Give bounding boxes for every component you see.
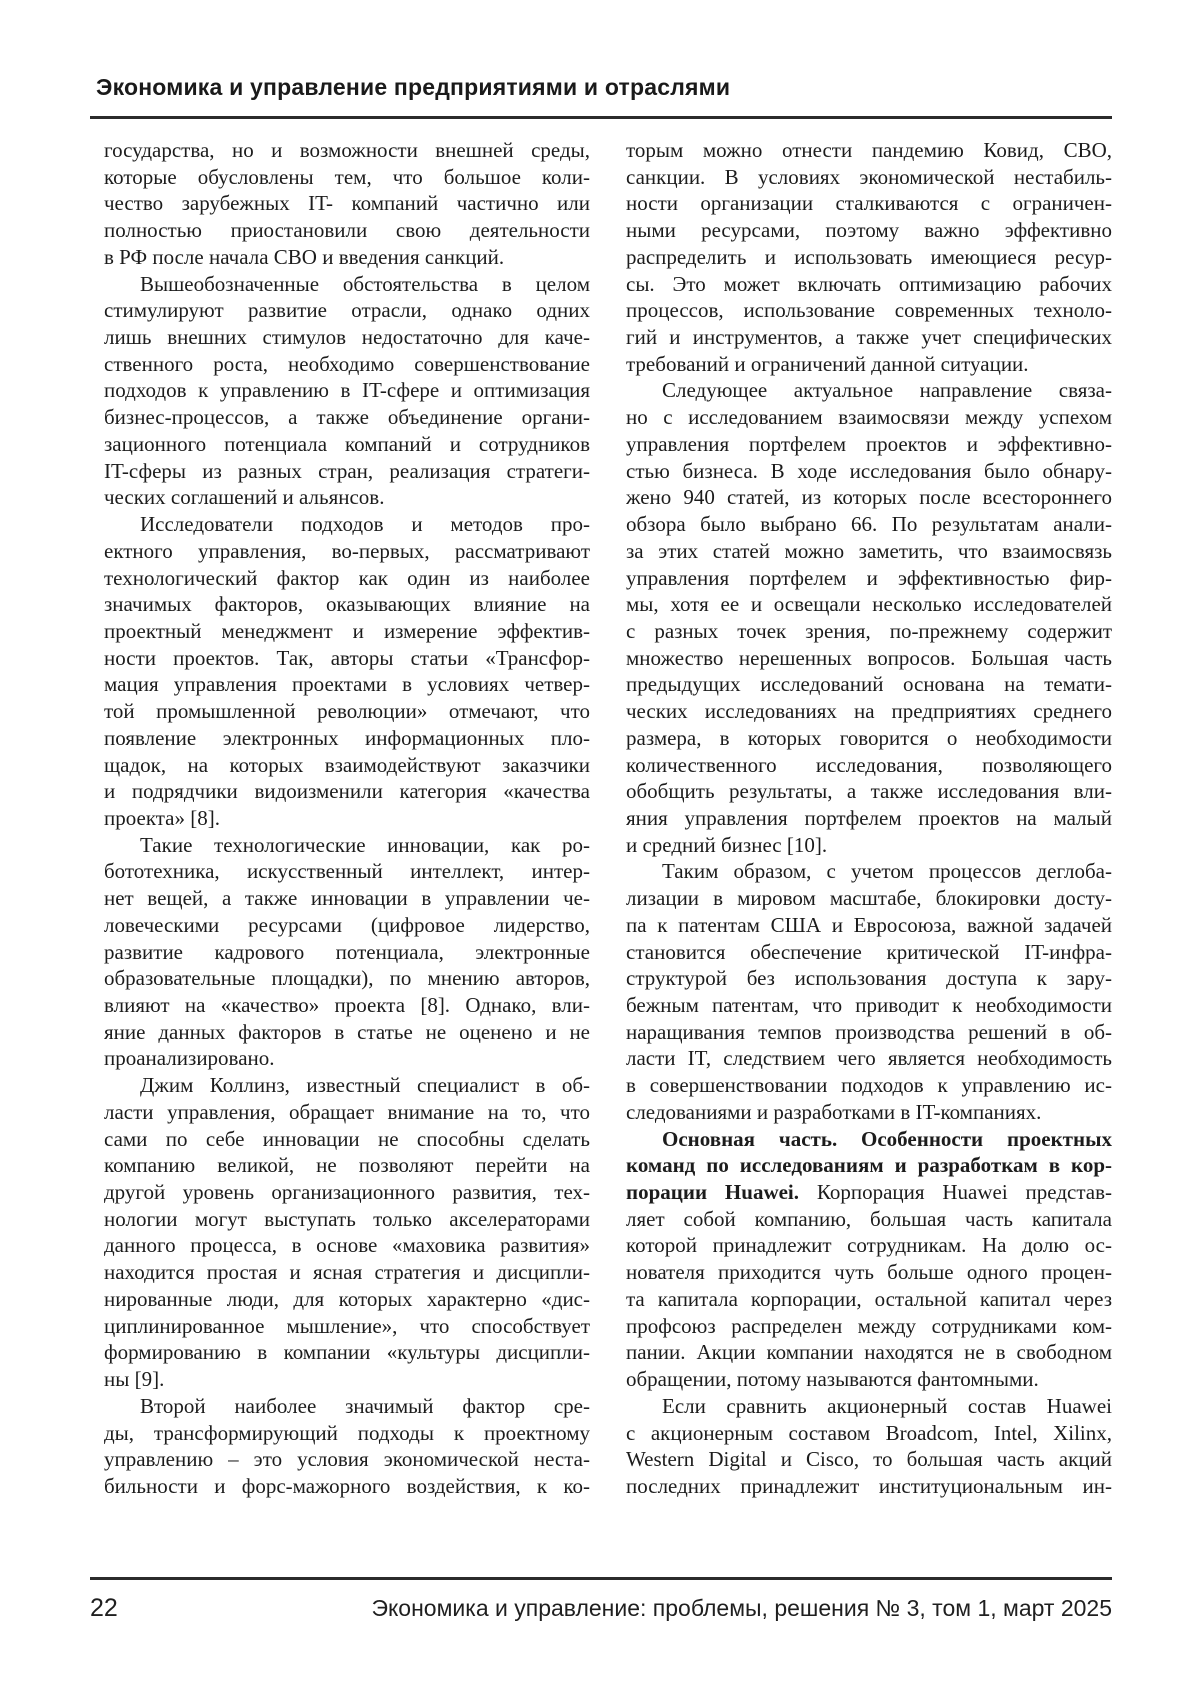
paragraph	[626, 1126, 1112, 1393]
text-line: яние данных факторов в статье не оценено и не	[104, 1019, 590, 1044]
text-line: технологический фактор как один из наиболее	[104, 565, 590, 590]
paragraph	[104, 511, 590, 832]
text-line: образовательные площадки), по мнению авторов,	[104, 966, 590, 991]
text-line: ческих соглашений и альянсов.	[104, 485, 385, 510]
text-line: ловеческими ресурсами (цифровое лидерство,	[104, 912, 590, 937]
text-line: наращивания темпов производства решений в об-	[626, 1019, 1112, 1044]
text-line: которой принадлежит сотрудникам. На долю ос-	[626, 1233, 1112, 1258]
text-line: Следующее актуальное направление связа-	[662, 378, 1112, 403]
text-line: требований и ограничений данной ситуации.	[626, 351, 1029, 376]
text-line: проектный менеджмент и измерение эффектив-	[104, 618, 590, 643]
text-line: управления портфелем проектов и эффективно-	[626, 431, 1112, 456]
text-line: количественного исследования, позволяющего	[626, 752, 1112, 777]
text-line: ласти IT, следствием чего является необходимость	[626, 1046, 1112, 1071]
text-line: другой уровень организационного развития, тех-	[104, 1180, 590, 1205]
text-line: па к патентам США и Евросоюза, важной задачей	[626, 912, 1112, 937]
text-line: управления портфелем и эффективностью фир-	[626, 565, 1112, 590]
text-line: ны [9].	[104, 1367, 165, 1392]
text-line: ческих исследованиях на предприятиях среднего	[626, 699, 1112, 724]
text-line: мы, хотя ее и освещали несколько исследователей	[626, 592, 1112, 617]
text-line	[626, 1152, 1112, 1179]
text-run: Корпорация Huawei представ-	[799, 1180, 1112, 1205]
text-line: нированные люди, для которых характерно «дис-	[104, 1286, 590, 1311]
text-line: той промышленной революции» отмечают, что	[104, 699, 590, 724]
text-line: нователя приходится чуть больше одного процен-	[626, 1260, 1112, 1285]
text-line: с акционерным составом Broadcom, Intel, Xilinx,	[626, 1420, 1112, 1445]
text-line: Исследователи подходов и методов про-	[140, 512, 590, 537]
text-line: стью бизнеса. В ходе исследования было обнару-	[626, 458, 1112, 483]
text-line: множество нерешенных вопросов. Большая часть	[626, 645, 1112, 670]
text-line: Western Digital и Cisco, то большая часть акций	[626, 1447, 1112, 1472]
text-line: щадок, на которых взаимодействуют заказчики	[104, 752, 590, 777]
text-line: Если сравнить акционерный состав Huawei	[662, 1393, 1112, 1418]
text-line: бизнес-процессов, а также объединение органи-	[104, 405, 590, 430]
text-line: бильности и форс-мажорного воздействия, к ко-	[104, 1473, 590, 1498]
text-line: государства, но и возможности внешней среды,	[104, 138, 590, 162]
text-line: ляет собой компанию, большая часть капитала	[626, 1206, 1112, 1231]
text-line: лишь внешних стимулов недостаточно для каче-	[104, 325, 590, 350]
text-line: сы. Это может включать оптимизацию рабочих	[626, 271, 1112, 296]
text-line: проанализировано.	[104, 1046, 275, 1071]
text-line: и подрядчики видоизменили категория «качества	[104, 779, 590, 804]
paragraph	[104, 1072, 590, 1393]
text-line: сами по себе инновации не способны сделать	[104, 1126, 590, 1151]
text-line: жено 940 статей, из которых после всестороннего	[626, 485, 1112, 510]
paragraph	[626, 858, 1112, 1125]
text-line: циплинированное мышление», что способствует	[104, 1313, 590, 1338]
text-line: Таким образом, с учетом процессов деглоба-	[662, 859, 1112, 884]
text-line: структурой без использования доступа к зару-	[626, 966, 1112, 991]
left-column	[104, 137, 590, 1500]
paragraph	[104, 137, 590, 271]
text-line: стимулируют развитие отрасли, однако одних	[104, 298, 590, 323]
paragraph	[626, 1393, 1112, 1500]
text-line	[626, 1126, 1112, 1153]
text-line: Такие технологические инновации, как ро-	[140, 832, 590, 857]
text-line: в совершенствовании подходов к управлению ис-	[626, 1073, 1112, 1098]
paragraph	[626, 377, 1112, 858]
text-line: лизации в мировом масштабе, блокировки досту-	[626, 886, 1112, 911]
text-line: процессов, использование современных техноло-	[626, 298, 1112, 323]
text-line: Второй наиболее значимый фактор сре-	[140, 1393, 590, 1418]
text-line: бототехника, искусственный интеллект, интер-	[104, 859, 590, 884]
text-line: Вышеобозначенные обстоятельства в целом	[140, 271, 590, 296]
paragraph	[104, 1393, 590, 1500]
run-in-heading: команд по исследованиям и разработкам в кор-	[626, 1153, 1112, 1178]
text-line: влияют на «качество» проекта [8]. Однако, вли-	[104, 993, 590, 1017]
text-line: та капитала корпорации, остальной капитал через	[626, 1286, 1112, 1311]
run-in-heading: порации Huawei.	[626, 1180, 800, 1205]
text-line: проекта» [8].	[104, 805, 220, 830]
text-line: за этих статей можно заметить, что взаимосвязь	[626, 538, 1112, 563]
text-line	[626, 1179, 1112, 1206]
text-line: чество зарубежных IT- компаний частично или	[104, 191, 590, 216]
run-in-heading: Основная часть. Особенности проектных	[662, 1126, 1112, 1151]
text-line: ды, трансформирующий подходы к проектному	[104, 1420, 590, 1445]
text-line: становится обеспечение критической IT-инфра-	[626, 939, 1112, 964]
text-line: размера, в которых говорится о необходимости	[626, 725, 1112, 750]
text-line: ласти управления, обращает внимание на то, что	[104, 1099, 590, 1124]
text-line: зационного потенциала компаний и сотрудников	[104, 431, 590, 456]
right-column	[626, 137, 1112, 1500]
page-footer	[90, 1594, 1112, 1623]
text-line: ности организации сталкиваются с ограничен-	[626, 191, 1112, 216]
text-line: развитие кадрового потенциала, электронные	[104, 939, 590, 964]
text-line: подходов к управлению в IT-сфере и оптимизация	[104, 378, 590, 403]
text-line: следованиями и разработками в IT-компаниях.	[626, 1099, 1042, 1124]
text-line: которые обусловлены тем, что большое коли-	[104, 164, 590, 189]
text-line: бежным патентам, что приводит к необходимости	[626, 993, 1112, 1017]
text-line: данного процесса, в основе «маховика развития»	[104, 1233, 590, 1258]
text-line: гий и инструментов, а также учет специфических	[626, 325, 1112, 350]
text-line: полностью приостановили свою деятельности	[104, 218, 590, 243]
article-body	[104, 137, 1112, 1500]
text-line: обобщить результаты, а также исследования вли-	[626, 779, 1112, 804]
text-line: нет вещей, а также инновации в управлении че-	[104, 886, 590, 911]
text-line: яния управления портфелем проектов на малый	[626, 805, 1112, 830]
footer-rule	[90, 1577, 1112, 1580]
text-line: IT-сферы из разных стран, реализация стратеги-	[104, 458, 590, 483]
page-number: 22	[90, 1594, 118, 1622]
text-line: находится простая и ясная стратегия и дисципли-	[104, 1260, 590, 1285]
text-line: в РФ после начала СВО и введения санкций.	[104, 244, 505, 269]
text-line: формированию в компании «культуры дисципли-	[104, 1340, 590, 1365]
text-line: профсоюз распределен между сотрудниками ком-	[626, 1313, 1112, 1338]
text-line: ектного управления, во-первых, рассматривают	[104, 538, 590, 563]
text-line: появление электронных информационных пло-	[104, 725, 590, 750]
text-line: с разных точек зрения, по-прежнему содержит	[626, 618, 1112, 643]
text-line: обзора было выбрано 66. По результатам анали-	[626, 512, 1112, 537]
text-line: мация управления проектами в условиях четвер-	[104, 672, 590, 697]
paragraph	[104, 271, 590, 511]
text-line: но с исследованием взаимосвязи между успехом	[626, 405, 1112, 430]
paragraph	[626, 137, 1112, 377]
text-line: Джим Коллинз, известный специалист в об-	[140, 1073, 590, 1098]
text-line: и средний бизнес [10].	[626, 832, 828, 857]
text-line: ности проектов. Так, авторы статьи «Трансфор-	[104, 645, 590, 670]
text-line: компанию великой, не позволяют перейти на	[104, 1153, 590, 1178]
text-line: санкции. В условиях экономической нестабиль-	[626, 164, 1112, 189]
text-line: значимых факторов, оказывающих влияние на	[104, 592, 590, 617]
text-line: обращении, потому называются фантомными.	[626, 1367, 1039, 1392]
text-line: ственного роста, необходимо совершенствование	[104, 351, 590, 376]
journal-issue-line: Экономика и управление: проблемы, решения № 3, том 1, март 2025	[371, 1595, 1112, 1621]
text-line: нологии могут выступать только акселераторами	[104, 1206, 590, 1231]
text-line: торым можно отнести пандемию Ковид, СВО,	[626, 138, 1112, 162]
text-line: пании. Акции компании находятся не в свободном	[626, 1340, 1112, 1365]
text-line: ными ресурсами, поэтому важно эффективно	[626, 218, 1112, 243]
text-line: управлению – это условия экономической неста-	[104, 1447, 590, 1472]
text-line: предыдущих исследований основана на темати-	[626, 672, 1112, 697]
text-line: последних принадлежит институциональным ин-	[626, 1473, 1112, 1498]
running-head-section-title: Экономика и управление предприятиями и отраслями	[96, 74, 731, 100]
header-rule	[90, 116, 1112, 119]
text-line: распределить и использовать имеющиеся ресур-	[626, 244, 1112, 269]
paragraph	[104, 832, 590, 1072]
